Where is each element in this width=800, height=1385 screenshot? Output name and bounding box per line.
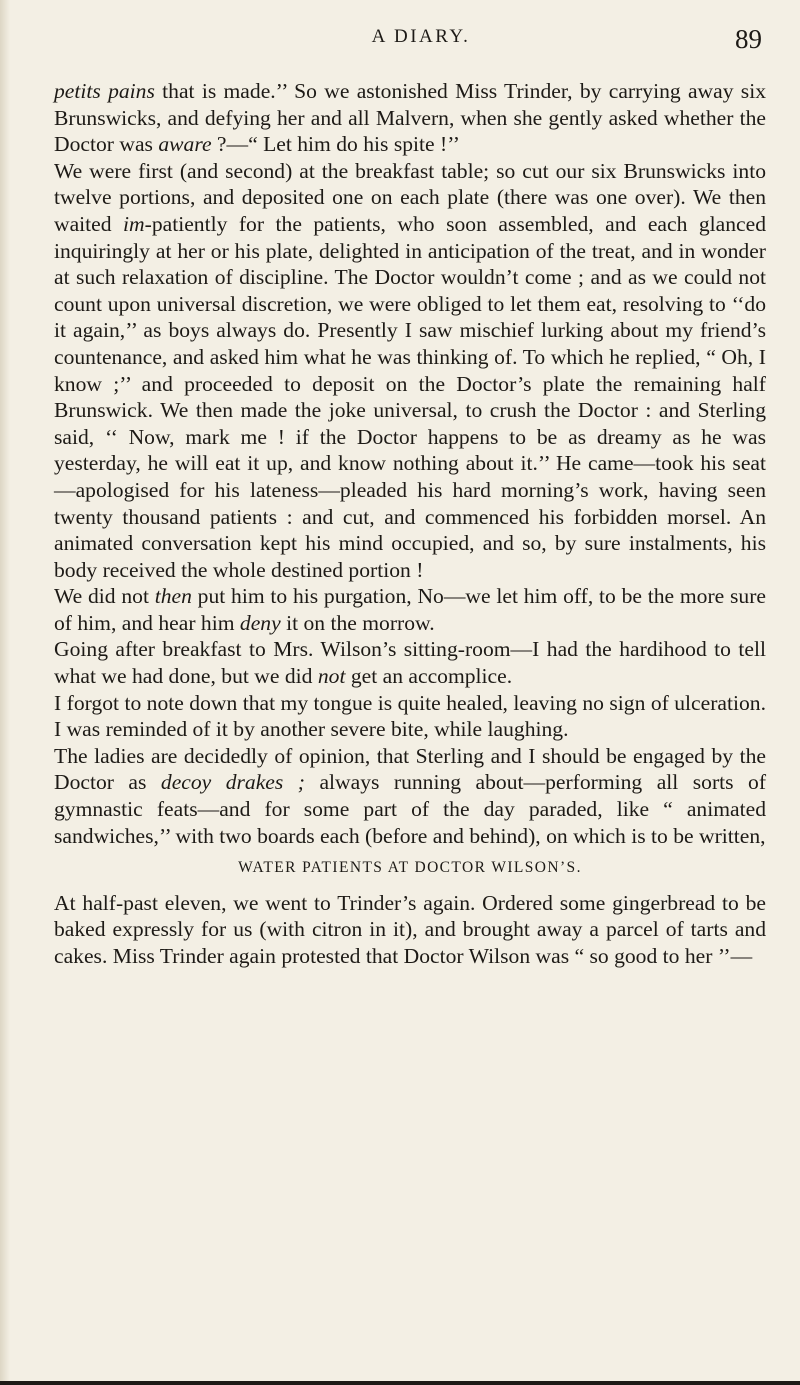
text-run: put him to his purgation, No—we let him off, to be the more sure of him, and hear him <box>54 584 766 635</box>
text-run: At half-past eleven, we went to Trinder’s again. Ordered some gingerbread to be baked expressly for us (with citron in it), and brought away a parcel of tarts and cakes. Miss Trinder again protested that Doctor Wilson was “ so good to her ’’— <box>54 890 766 968</box>
text-run: get an accomplice. <box>345 664 513 689</box>
body-text <box>54 78 766 970</box>
text-run: always running about—performing all sorts of gymnastic feats—and for some part of the day paraded, like “ animated sandwiches,’’ with two boards each (before and behind), on which is to be written, <box>54 770 767 848</box>
paragraph <box>54 890 766 970</box>
board-inscription <box>54 855 766 882</box>
paragraph <box>54 690 766 743</box>
italic-text: not <box>317 664 346 689</box>
text-run: We did not <box>54 584 155 609</box>
page-number: 89 <box>735 24 762 54</box>
paragraph <box>54 743 766 849</box>
text-run: WATER PATIENTS AT DOCTOR WILSON’S. <box>238 859 582 877</box>
bottom-rule <box>0 1381 800 1385</box>
italic-text: im <box>123 211 145 236</box>
running-head: A DIARY. <box>371 26 471 47</box>
italic-text: petits pains <box>54 79 155 103</box>
text-run: We were first (and second) at the breakfast table; so cut our six Brunswicks into twelve portions, and deposited one on each plate (there was one over). We then waited <box>54 158 766 236</box>
italic-text: deny <box>239 610 281 635</box>
text-run: The ladies are decidedly of opinion, that Sterling and I should be engaged by the Doctor as <box>54 743 766 795</box>
italic-text: then <box>154 584 192 609</box>
paragraph <box>54 158 766 584</box>
italic-text: aware <box>158 132 212 157</box>
text-run: ?—“ Let him do his spite !’’ <box>211 132 460 157</box>
paragraph <box>54 583 766 636</box>
text-run: -patiently for the patients, who soon assembled, and each glanced inquiringly at her or his plate, delighted in anticipation of the treat, and in wonder at such relaxation of discipline. The Doctor wouldn’t come ; and as we could not count upon universal discretion, we were obliged to let them eat, resolving to ‘‘do it again,’’ as boys always do. Presently I saw mischief lurking about my friend’s countenance, and asked him what he was thinking of. To which he replied, “ Oh, I know ;’’ and proceeded to deposit on the Doctor’s plate the remaining half Brunswick. We then made the joke universal, to crush the Doctor : and Sterling said, ‘‘ Now, mark me ! if the Doctor happens to be as dreamy as he was yesterday, he will eat it up, and know nothing about it.’’ He came—took his seat—apologised for his lateness—pleaded his hard morning’s work, having seen twenty thousand patients : and cut, and commenced his forbidden morsel. An animated conversation kept his mind occupied, and so, by sure instalments, his body received the whole destined portion ! <box>54 211 766 582</box>
text-run: that is made.’’ So we astonished Miss Trinder, by carrying away six Brunswicks, and defying her and all Malvern, when she gently asked whether the Doctor was <box>54 79 767 157</box>
page-header <box>80 26 762 62</box>
text-run: Going after breakfast to Mrs. Wilson’s sitting-room—I had the hardihood to tell what we had done, but we did <box>54 637 766 689</box>
page-edge <box>0 0 10 1385</box>
italic-text: decoy drakes ; <box>160 770 305 795</box>
text-run: I forgot to note down that my tongue is quite healed, leaving no sign of ulceration. I was reminded of it by another severe bite, while laughing. <box>54 690 766 742</box>
paragraph <box>54 636 766 689</box>
paragraph <box>54 78 766 158</box>
text-run: it on the morrow. <box>280 610 435 635</box>
